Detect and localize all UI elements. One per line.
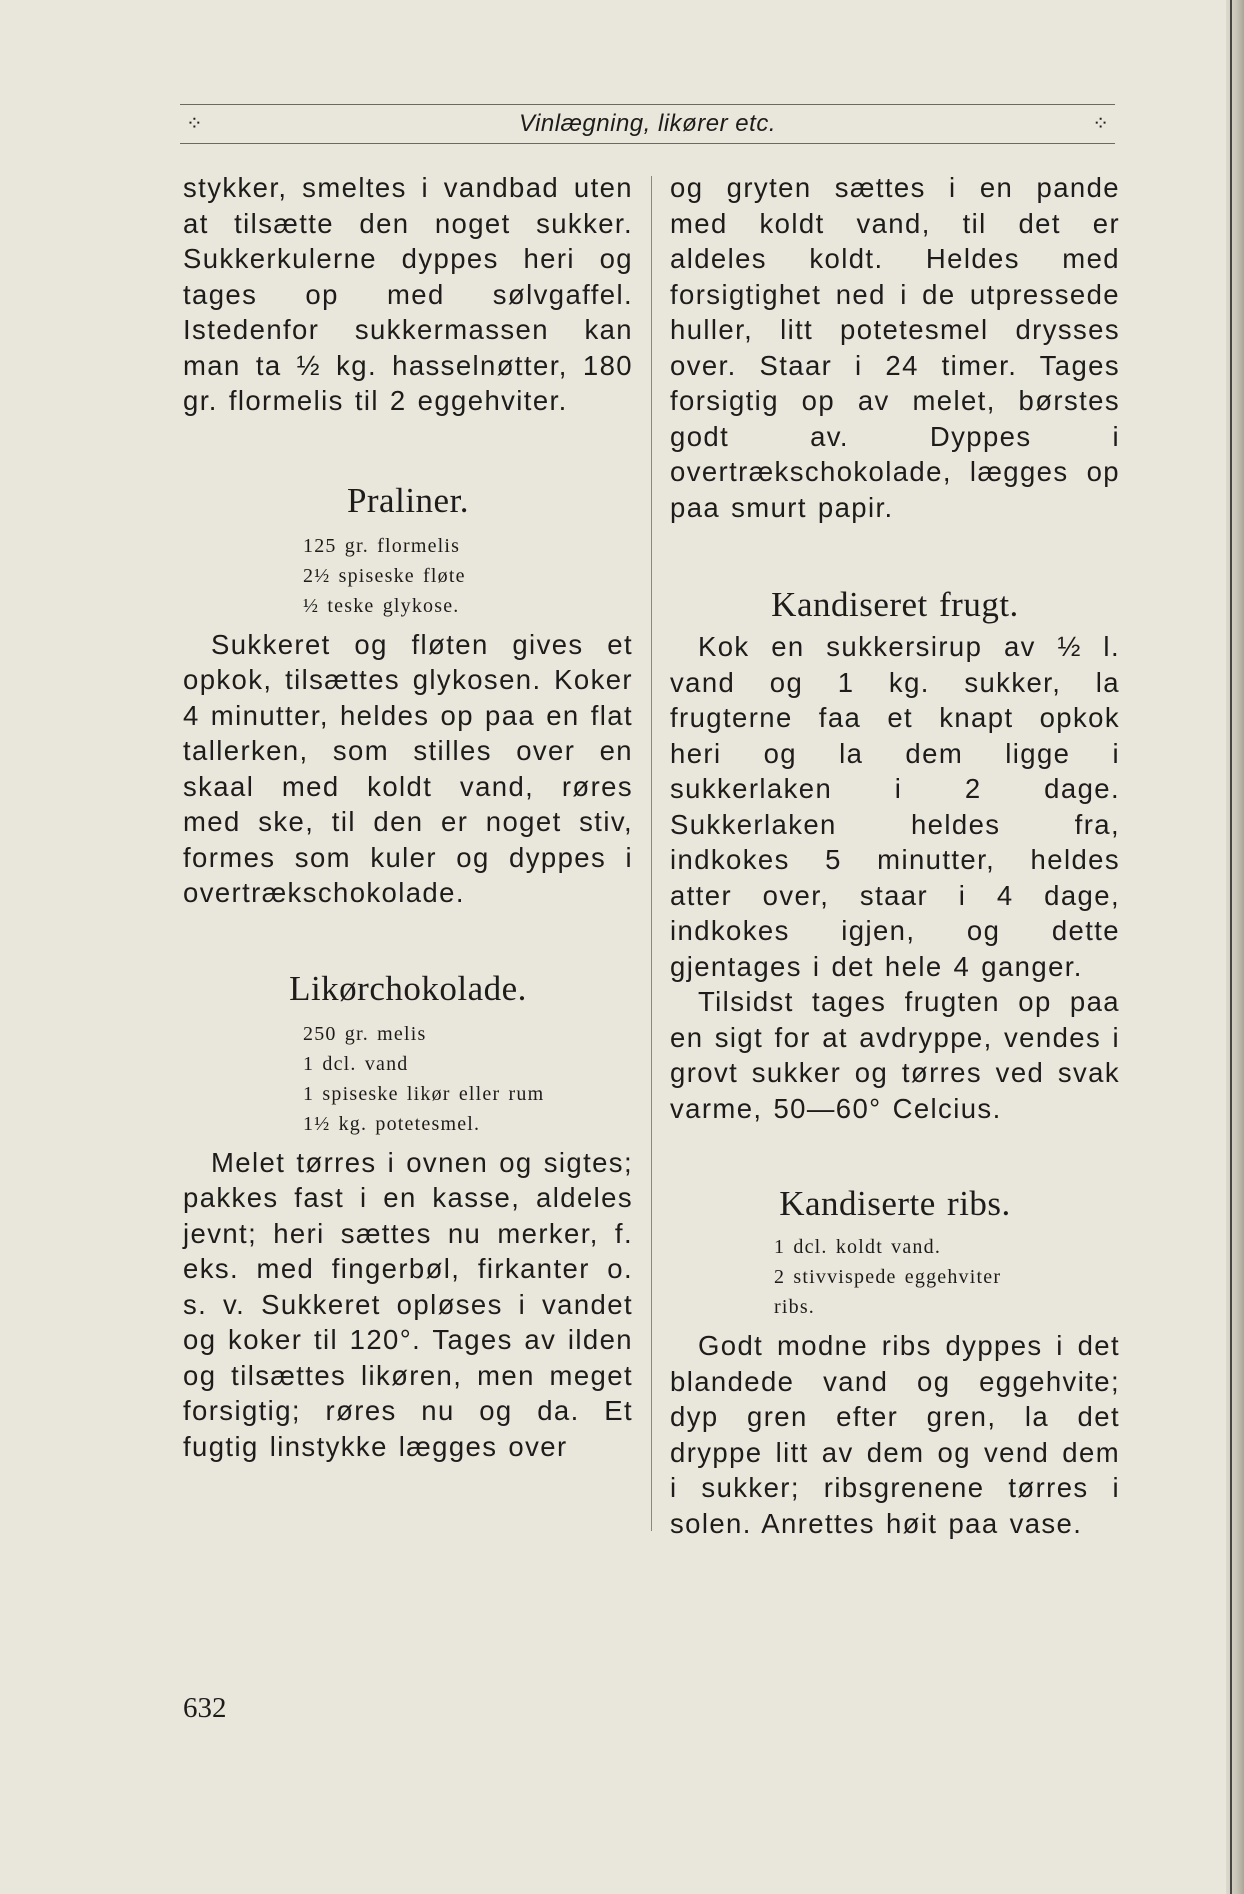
running-head-title: Vinlægning, likører etc.: [519, 110, 776, 137]
running-head: [180, 104, 1115, 144]
recipe-heading-kandiseret-frugt: Kandiseret frugt.: [771, 585, 1019, 624]
ingredient-item: 1 spiseske likør eller rum: [303, 1082, 545, 1105]
continued-paragraph: stykker, smeltes i vandbad uten at tilsætte den noget sukker. Sukkerkulerne dyppes heri og tages op med sølvgaffel. Istedenfor sukkermassen kan man ta ½ kg. hasselnøtter, 180 gr. flormelis til 2 eggehviter.: [183, 172, 633, 416]
column-divider: [651, 176, 652, 1531]
ornament-left-icon: ⁘: [186, 113, 203, 135]
left-column: [183, 170, 633, 1464]
ornament-right-icon: ⁘: [1092, 113, 1109, 135]
right-column: [670, 170, 1120, 1541]
ingredient-item: 2½ spiseske fløte: [303, 564, 466, 587]
recipe-text-kandiseret-frugt-2: Tilsidst tages frugten op paa en sigt for at avdryppe, vendes i grovt sukker og tørres ved svak varme, 50—60° Celcius.: [670, 986, 1120, 1124]
ingredient-item: 2 stivvispede eggehviter: [774, 1266, 1002, 1288]
continued-paragraph: og gryten sættes i en pande med koldt vand, til det er aldeles koldt. Heldes med forsigtighet ned i de utpressede huller, litt potetesmel drysses over. Staar i 24 timer. Tages forsigtig op av melet, børstes godt av. Dyppes i overtrækschokolade, lægges op paa smurt papir.: [670, 172, 1120, 523]
ingredient-list-likorchokolade: [303, 1019, 633, 1139]
ingredient-item: ribs.: [774, 1296, 815, 1318]
ingredient-item: 250 gr. melis: [303, 1022, 427, 1045]
recipe-text-praliner: Sukkeret og fløten gives et opkok, tilsættes glykosen. Koker 4 minutter, heldes op paa en flat tallerken, som stilles over en skaal med koldt vand, røres med ske, til den er noget stiv, formes som kuler og dyppes i overtrækschokolade.: [183, 628, 633, 908]
ingredient-item: 1 dcl. vand: [303, 1052, 409, 1075]
ingredient-list-kandiserte-ribs: [774, 1232, 1120, 1322]
recipe-text-kandiserte-ribs: Godt modne ribs dyppes i det blandede vand og eggehvite; dyp gren efter gren, la det dryppe litt av dem og vend dem i sukker; ribsgrenene tørres i solen. Anrettes høit paa vase.: [670, 1330, 1120, 1539]
ingredient-list-praliner: [303, 531, 633, 621]
ingredient-item: 1 dcl. koldt vand.: [774, 1236, 942, 1258]
recipe-text-likorchokolade: Melet tørres i ovnen og sigtes; pakkes fast i en kasse, aldeles jevnt; heri sættes nu merker, f. eks. med fingerbøl, firkanter o. s. v. Sukkeret opløses i vandet og koker til 120°. Tages av ilden og tilsættes likøren, men meget forsigtig; røres nu og da. Et fugtig linstykke lægges over: [183, 1146, 633, 1462]
recipe-heading-kandiserte-ribs: Kandiserte ribs.: [779, 1184, 1011, 1223]
recipe-heading-likorchokolade: Likørchokolade.: [289, 968, 527, 1008]
ingredient-item: 125 gr. flormelis: [303, 534, 461, 557]
recipe-text-kandiseret-frugt: Kok en sukkersirup av ½ l. vand og 1 kg. sukker, la frugterne faa et knapt opkok heri og la dem ligge i sukkerlaken i 2 dage. Sukkerlaken heldes fra, indkokes 5 minutter, heldes atter over, staar i 4 dage, indkokes igjen, og dette gjentages i det hele 4 ganger.: [670, 631, 1120, 982]
ingredient-item: ½ teske glykose.: [303, 594, 460, 617]
ingredient-item: 1½ kg. potetesmel.: [303, 1112, 481, 1135]
recipe-heading-praliner: Praliner.: [346, 480, 470, 520]
page-edge: [1226, 0, 1244, 1894]
page-number: 632: [183, 1692, 227, 1724]
